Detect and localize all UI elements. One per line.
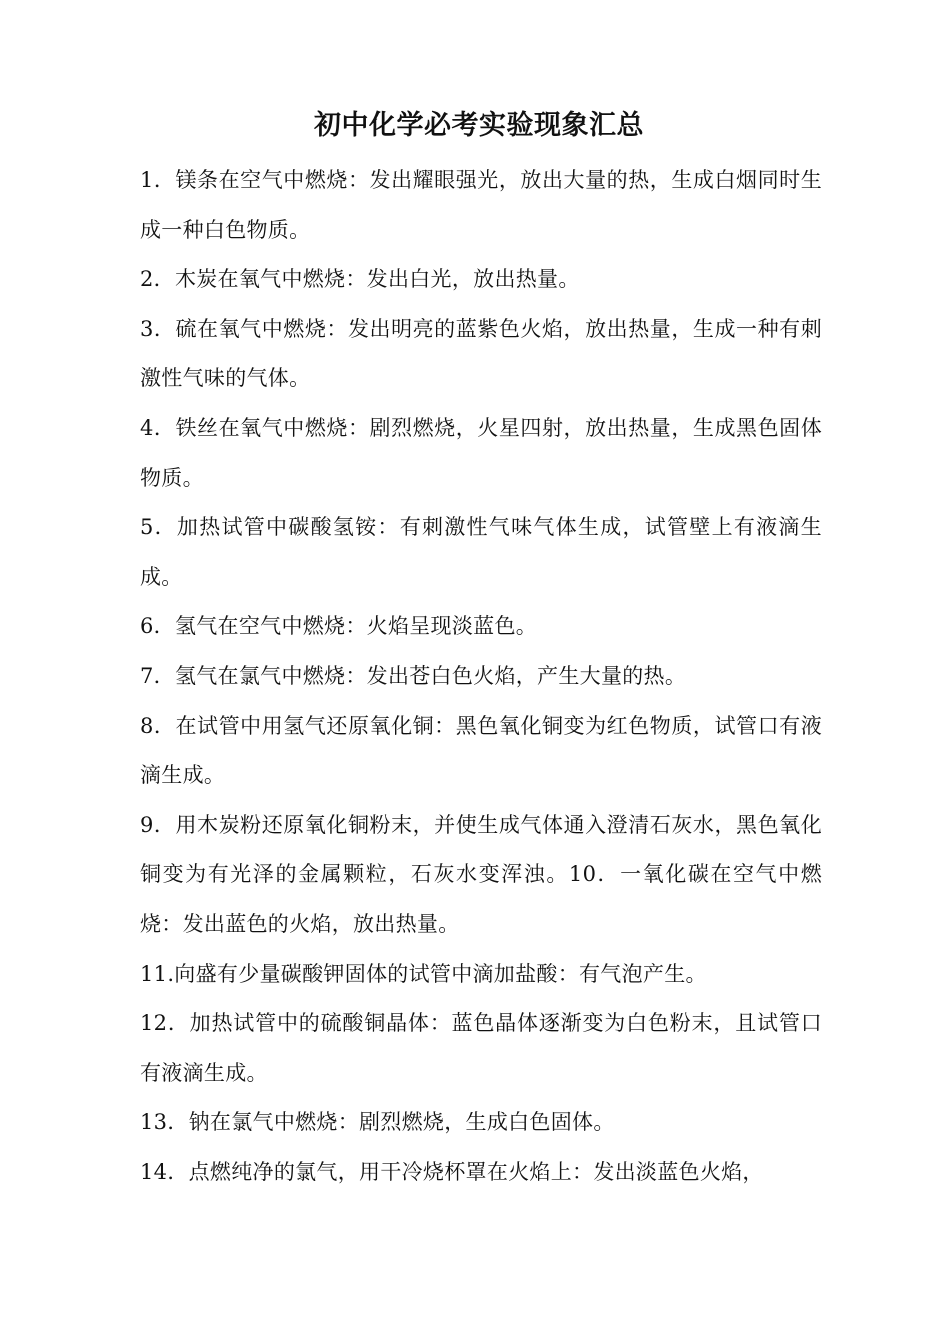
paragraph-9: 9．用木炭粉还原氧化铜粉末，并使生成气体通入澄清石灰水，黑色氧化铜变为有光泽的金属颗粒，石灰水变浑浊。10．一氧化碳在空气中燃烧：发出蓝色的火焰，放出热量。 <box>140 812 822 936</box>
paragraph-6: 6．氢气在空气中燃烧：火焰呈现淡蓝色。 <box>140 614 538 639</box>
paragraph-7: 7．氢气在氯气中燃烧：发出苍白色火焰，产生大量的热。 <box>140 663 687 688</box>
paragraph-8: 8．在试管中用氢气还原氧化铜：黑色氧化铜变为红色物质，试管口有液滴生成。 <box>140 713 822 788</box>
paragraph-2: 2．木炭在氧气中燃烧：发出白光，放出热量。 <box>140 267 580 292</box>
paragraph-5: 5．加热试管中碳酸氢铵：有刺激性气味气体生成，试管壁上有液滴生成。 <box>140 515 822 589</box>
paragraph-13: 13．钠在氯气中燃烧：剧烈燃烧，生成白色固体。 <box>140 1110 615 1135</box>
paragraph-1: 1．镁条在空气中燃烧：发出耀眼强光，放出大量的热，生成白烟同时生成一种白色物质。 <box>140 168 822 242</box>
paragraph-14: 14．点燃纯净的氯气，用干冷烧杯罩在火焰上：发出淡蓝色火焰， <box>140 1159 764 1184</box>
paragraph-11: 11.向盛有少量碳酸钾固体的试管中滴加盐酸：有气泡产生。 <box>140 961 707 986</box>
page-title: 初中化学必考实验现象汇总 <box>314 110 644 141</box>
paragraph-4: 4．铁丝在氧气中燃烧：剧烈燃烧，火星四射，放出热量，生成黑色固体物质。 <box>140 415 822 490</box>
document-body <box>140 156 822 1197</box>
paragraph-3: 3．硫在氧气中燃烧：发出明亮的蓝紫色火焰，放出热量，生成一种有刺激性气味的气体。 <box>140 316 822 391</box>
paragraph-12: 12．加热试管中的硫酸铜晶体：蓝色晶体逐渐变为白色粉末，且试管口有液滴生成。 <box>140 1011 822 1085</box>
